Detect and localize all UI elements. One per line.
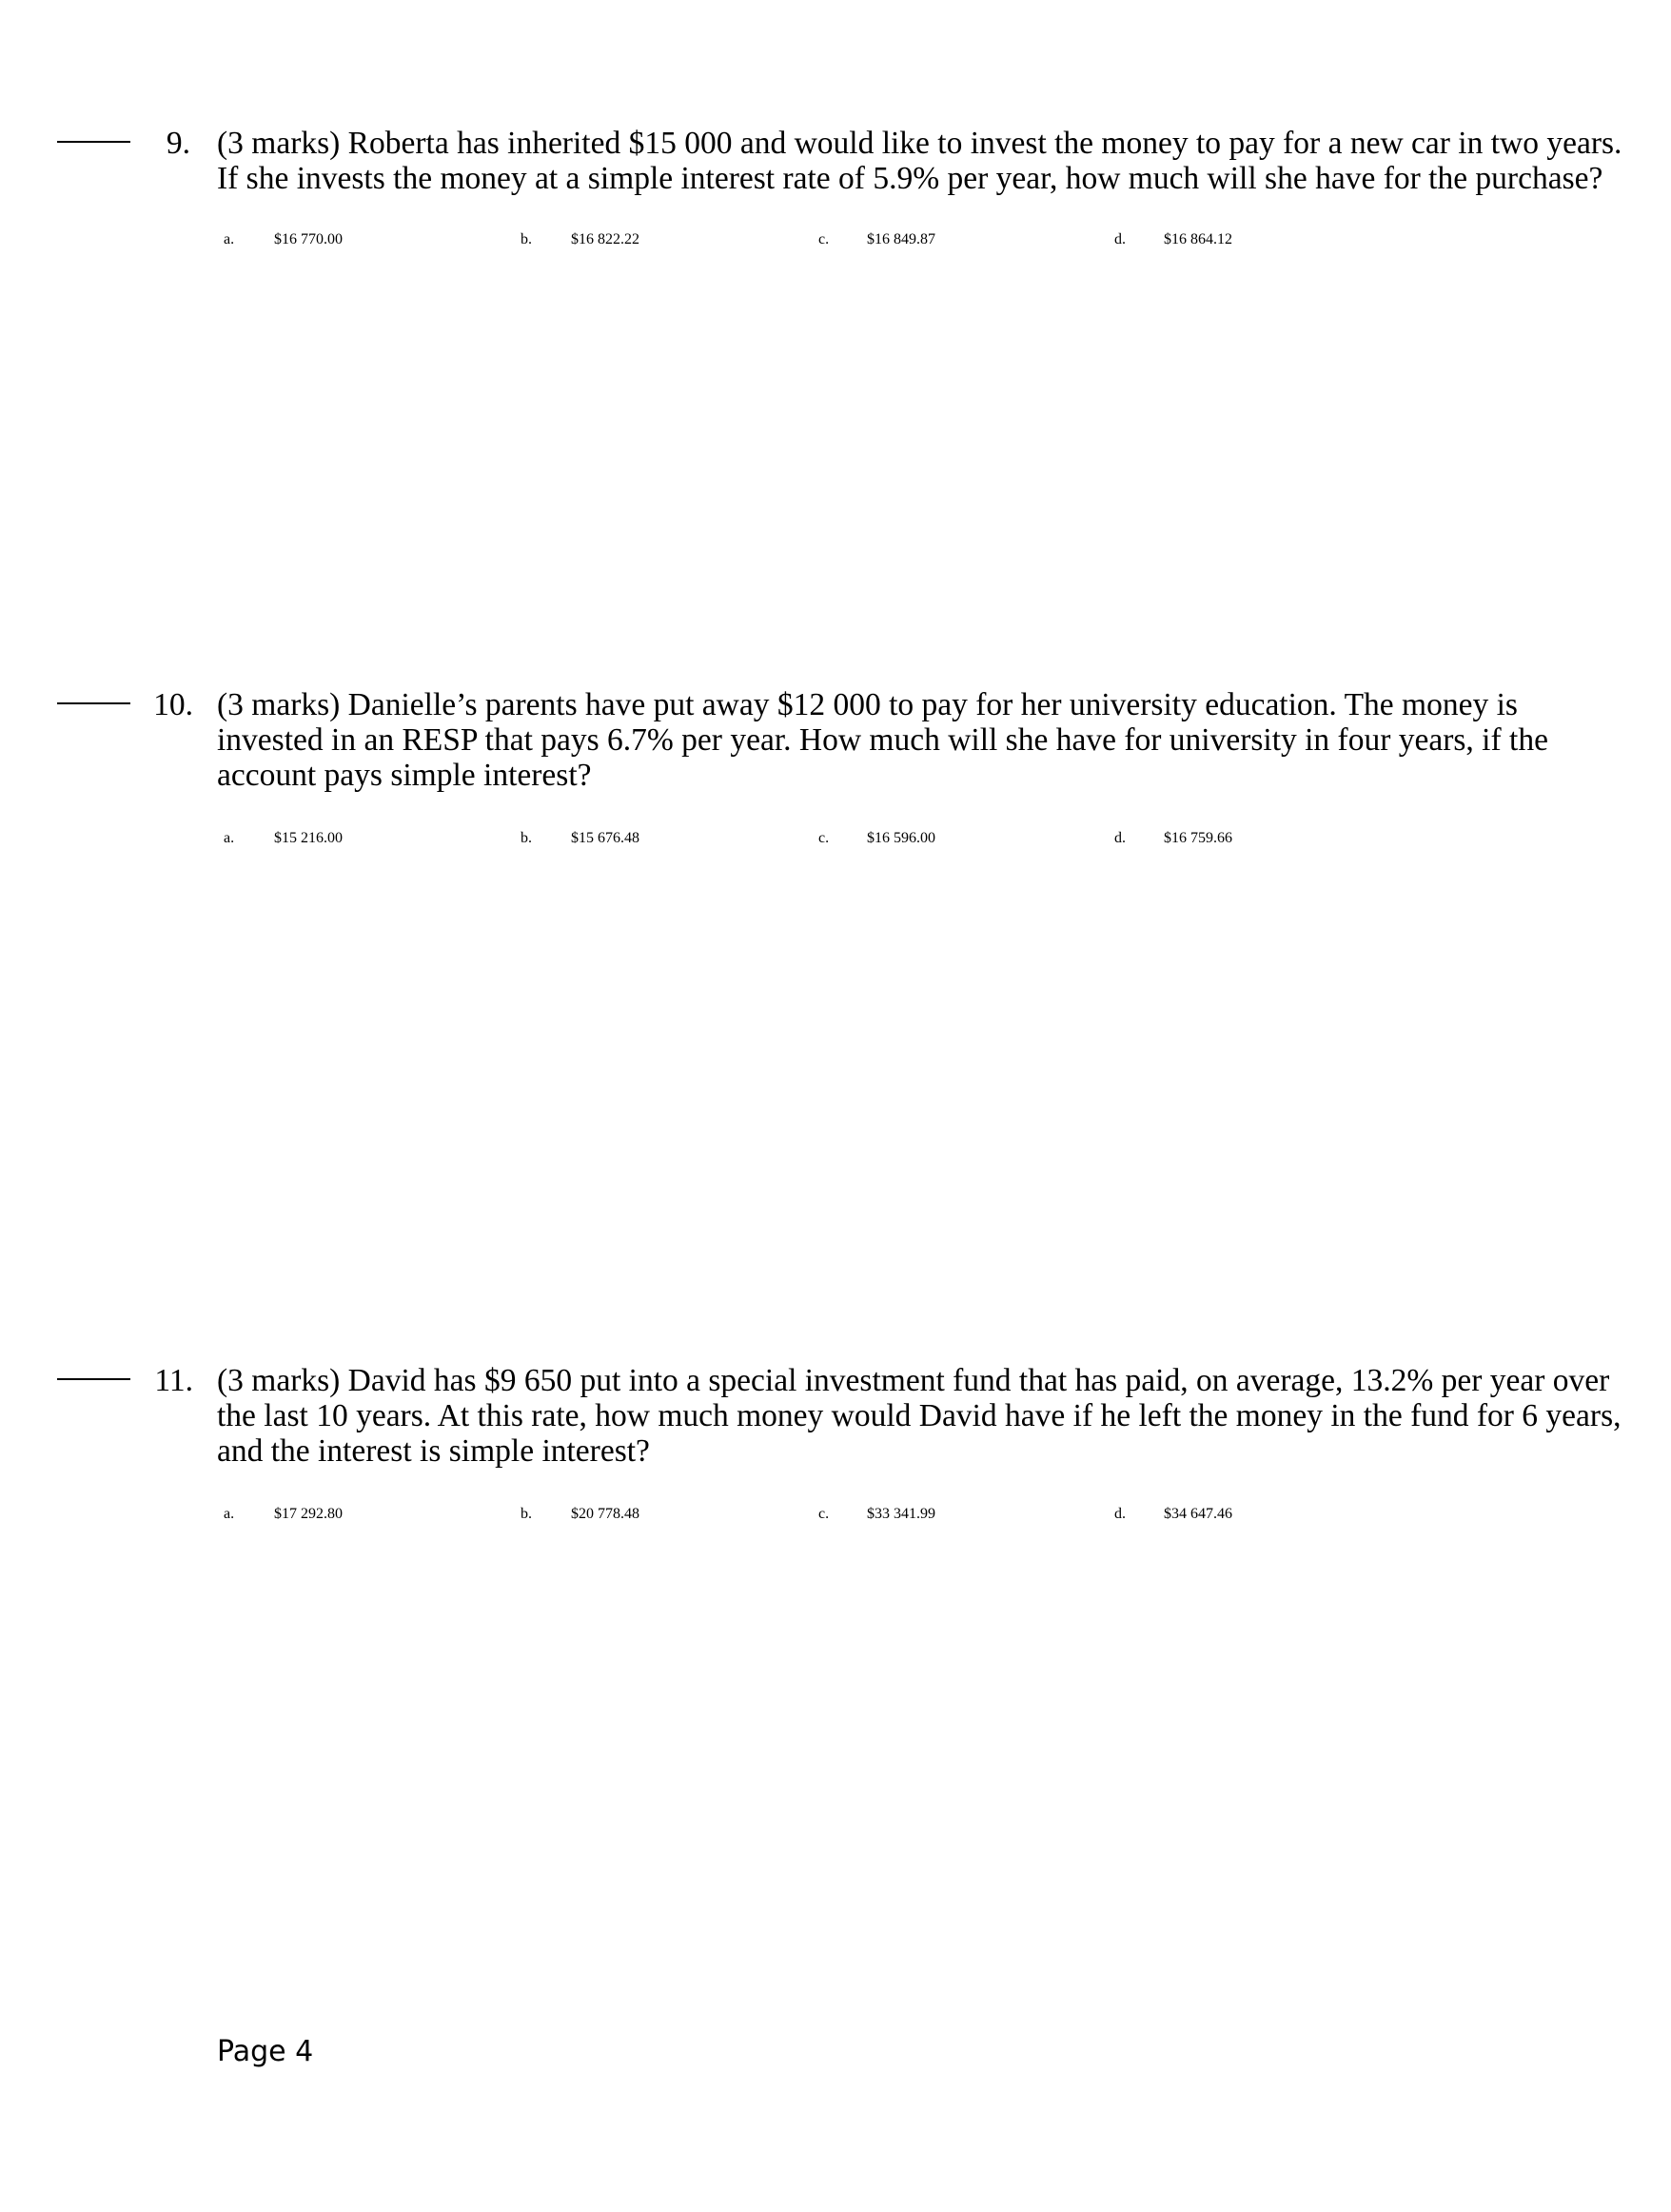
choice-value: $16 759.66 (1164, 830, 1232, 846)
choice-value: $34 647.46 (1164, 1506, 1232, 1522)
question-text-line: invested in an RESP that pays 6.7% per year. How much will she have for university in four years, if the (217, 722, 1548, 758)
answer-choices (0, 1506, 1671, 1544)
answer-choices (0, 830, 1671, 868)
question-number: 10. (153, 687, 193, 722)
choice-letter: d. (1114, 231, 1126, 247)
question-text-line: account pays simple interest? (217, 758, 592, 793)
choice-letter: a. (224, 231, 235, 247)
choice-value: $33 341.99 (867, 1506, 935, 1522)
choice-letter: c. (818, 231, 830, 247)
choice-letter: b. (521, 231, 532, 247)
question-number: 11. (154, 1363, 193, 1398)
question-text (217, 1363, 1622, 1469)
answer-blank[interactable] (57, 702, 130, 704)
choice-value: $16 770.00 (274, 231, 343, 247)
choice-value: $16 822.22 (571, 231, 639, 247)
question-text (217, 126, 1622, 196)
choice-value: $16 864.12 (1164, 231, 1232, 247)
question-text-line: and the interest is simple interest? (217, 1433, 650, 1469)
choice-letter: b. (521, 830, 532, 846)
question-text (217, 687, 1587, 793)
choice-letter: d. (1114, 1506, 1126, 1522)
choice-letter: d. (1114, 830, 1126, 846)
answer-blank[interactable] (57, 141, 130, 143)
choice-letter: a. (224, 1506, 235, 1522)
choice-value: $15 676.48 (571, 830, 639, 846)
choice-letter: b. (521, 1506, 532, 1522)
choice-value: $16 596.00 (867, 830, 935, 846)
page-number: Page 4 (217, 2035, 314, 2068)
question-text-line: If she invests the money at a simple interest rate of 5.9% per year, how much will she have for the purchase? (217, 161, 1603, 196)
question-text-line: the last 10 years. At this rate, how much money would David have if he left the money in the fund for 6 years, (217, 1398, 1622, 1433)
choice-value: $20 778.48 (571, 1506, 639, 1522)
choice-value: $15 216.00 (274, 830, 343, 846)
choice-value: $17 292.80 (274, 1506, 343, 1522)
question-text-line: (3 marks) Danielle’s parents have put away $12 000 to pay for her university education. The money is (217, 687, 1518, 722)
choice-letter: c. (818, 1506, 830, 1522)
choice-value: $16 849.87 (867, 231, 935, 247)
answer-blank[interactable] (57, 1378, 130, 1380)
answer-choices (0, 231, 1671, 269)
choice-letter: a. (224, 830, 235, 846)
question-number: 9. (166, 126, 190, 161)
question-text-line: (3 marks) David has $9 650 put into a special investment fund that has paid, on average, 13.2% per year over (217, 1363, 1610, 1398)
question-text-line: (3 marks) Roberta has inherited $15 000 and would like to invest the money to pay for a new car in two years. (217, 126, 1622, 161)
choice-letter: c. (818, 830, 830, 846)
